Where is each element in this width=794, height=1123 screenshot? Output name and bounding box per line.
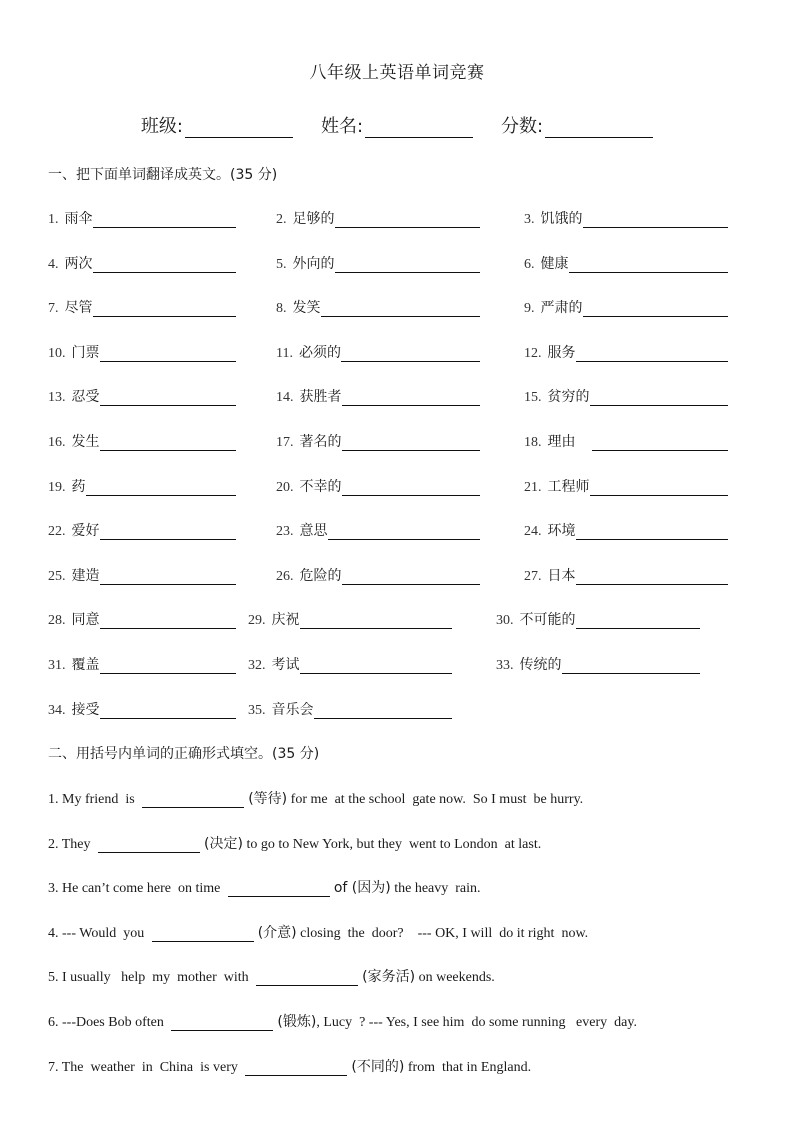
answer-blank[interactable] [328,523,481,540]
vocab-item[interactable] [524,208,728,228]
fill-in-sentence [48,1056,531,1076]
answer-blank[interactable] [100,523,237,540]
sentence-end: , Lucy ? --- Yes, I see him do some running every day. [316,1015,637,1030]
answer-blank[interactable] [341,345,480,362]
name-label: 姓名: [320,116,364,137]
vocab-number: 7. [48,301,59,317]
vocab-number: 28. [48,613,66,629]
sentence-start: 6. ---Does Bob often [48,1015,168,1030]
vocab-word: 两次 [64,255,93,272]
vocab-number: 31. [48,658,66,673]
sentence-end: from that in England. [404,1059,532,1075]
fill-in-sentence [48,1011,637,1031]
vocab-number: 8. [276,301,287,317]
vocab-number: 18. [524,435,542,450]
vocab-item[interactable] [524,520,728,540]
word-hint: (家务活) [362,969,416,986]
score-blank[interactable] [545,117,653,138]
vocab-item[interactable] [48,609,236,629]
score-field[interactable] [501,112,653,138]
name-blank[interactable] [365,117,473,138]
vocab-word: 著名的 [299,434,342,450]
vocab-word: 建造 [71,567,100,584]
vocab-word: 覆盖 [71,657,100,673]
vocab-item[interactable] [496,609,700,629]
vocab-item[interactable] [276,342,480,362]
student-info-row [0,112,794,138]
vocab-number: 14. [276,390,294,406]
answer-blank[interactable] [335,211,481,228]
answer-blank[interactable] [100,657,237,674]
vocab-word: 接受 [71,701,100,718]
sentence-end: for me at the school gate now. So I must be hurry. [287,792,584,807]
answer-blank[interactable] [100,612,237,629]
fill-in-sentence [48,877,481,897]
vocab-number: 16. [48,435,66,450]
vocab-item[interactable] [524,342,728,362]
vocab-number: 30. [496,613,514,629]
vocab-word: 庆祝 [271,612,300,629]
vocab-item[interactable] [276,297,480,317]
vocab-item[interactable] [48,208,236,228]
section1-heading: 一、把下面单词翻译成英文。(35 分) [48,167,278,183]
vocab-word: 饥饿的 [540,211,583,227]
sentence-start: 4. --- Would you [48,925,148,941]
answer-blank[interactable] [93,300,237,317]
answer-blank[interactable] [142,791,244,808]
vocab-number: 25. [48,568,66,584]
vocab-word: 发生 [71,434,100,450]
word-hint: (等待) [248,791,288,807]
answer-blank[interactable] [321,300,481,317]
vocab-item[interactable] [48,342,236,362]
vocab-item[interactable] [48,520,236,540]
vocab-number: 9. [524,301,535,317]
vocab-number: 34. [48,702,66,718]
vocab-item[interactable] [48,565,236,585]
vocab-word: 不可能的 [519,612,576,629]
sentence-end: to go to New York, but they went to London at last. [242,836,542,852]
answer-blank[interactable] [583,300,729,317]
answer-blank[interactable] [342,389,481,406]
vocab-word: 考试 [271,657,300,673]
answer-blank[interactable] [562,657,701,674]
vocab-item[interactable] [248,609,452,629]
vocab-word: 音乐会 [271,701,314,718]
score-label: 分数: [501,116,544,137]
vocab-word: 药 [71,478,86,495]
vocab-word: 贫穷的 [547,389,590,406]
vocab-item[interactable] [524,253,728,273]
vocab-number: 27. [524,568,542,584]
vocab-word: 必须的 [298,344,341,361]
answer-blank[interactable] [100,568,237,585]
sentence-end: closing the door? --- OK, I will do it right now. [296,925,589,941]
answer-blank[interactable] [100,702,237,719]
answer-blank[interactable] [98,836,200,853]
vocab-number: 33. [496,658,514,673]
sentence-start: 3. He can’t come here on time [48,881,224,897]
fill-in-sentence [48,922,588,942]
answer-blank[interactable] [576,345,729,362]
vocab-number: 2. [276,212,287,227]
vocab-word: 雨伞 [64,211,93,227]
fill-in-sentence [48,788,583,808]
answer-blank[interactable] [300,612,453,629]
vocab-number: 6. [524,256,535,272]
vocab-item[interactable] [48,253,236,273]
class-label: 班级: [140,116,183,137]
vocab-item[interactable] [276,253,480,273]
vocab-number: 11. [276,345,293,361]
vocab-word: 传统的 [519,657,562,673]
vocab-word: 环境 [547,523,576,540]
class-blank[interactable] [185,117,293,138]
vocab-word: 严肃的 [540,300,583,317]
answer-blank[interactable] [335,256,481,273]
word-hint: (不同的) [351,1058,405,1075]
section2-heading: 二、用括号内单词的正确形式填空。(35 分) [48,746,320,762]
vocab-number: 26. [276,568,294,584]
fill-in-sentence [48,833,541,853]
vocab-word: 尽管 [64,300,93,317]
vocab-item[interactable] [276,476,480,496]
sentence-start: 2. They [48,836,95,852]
vocab-item[interactable] [524,386,728,406]
answer-blank[interactable] [576,568,729,585]
vocab-number: 20. [276,479,294,495]
answer-blank[interactable] [590,389,729,406]
vocab-word: 理由 [547,434,576,450]
word-hint: of (因为) [333,880,391,897]
vocab-number: 35. [248,702,266,718]
vocab-number: 23. [276,524,294,540]
answer-blank[interactable] [583,211,729,228]
vocab-item[interactable] [276,431,480,451]
vocab-word: 发笑 [292,300,321,317]
vocab-word: 危险的 [299,567,342,584]
answer-blank[interactable] [576,612,701,629]
answer-blank[interactable] [342,434,481,451]
vocab-number: 1. [48,212,59,227]
vocab-item[interactable] [276,208,480,228]
vocab-item[interactable] [48,431,236,451]
vocab-word: 外向的 [292,255,335,272]
vocab-item[interactable] [48,476,236,496]
word-hint: (锻炼) [277,1014,317,1030]
answer-blank[interactable] [152,925,254,942]
vocab-item[interactable] [48,386,236,406]
answer-blank[interactable] [100,434,237,451]
answer-blank[interactable] [314,702,453,719]
vocab-word: 足够的 [292,211,335,227]
vocab-word: 不幸的 [299,478,342,495]
vocab-item[interactable] [276,386,480,406]
vocab-item[interactable] [248,699,452,719]
answer-blank[interactable] [245,1059,347,1076]
answer-blank[interactable] [590,479,729,496]
sentence-start: 1. My friend is [48,792,139,807]
vocab-item[interactable] [48,654,236,674]
vocab-item[interactable] [276,520,480,540]
vocab-number: 10. [48,345,66,361]
vocab-word: 获胜者 [299,389,342,406]
vocab-item[interactable] [524,431,728,451]
vocab-item[interactable] [524,297,728,317]
answer-blank[interactable] [576,523,729,540]
vocab-word: 日本 [547,567,576,584]
name-field[interactable] [321,112,473,138]
answer-blank[interactable] [256,969,358,986]
answer-blank[interactable] [228,880,330,897]
vocab-item[interactable] [48,297,236,317]
vocab-item[interactable] [248,654,452,674]
answer-blank[interactable] [93,211,237,228]
vocab-number: 32. [248,658,266,673]
sentence-end: the heavy rain. [390,881,481,897]
answer-blank[interactable] [342,479,481,496]
vocab-item[interactable] [524,476,728,496]
vocab-word: 同意 [71,612,100,629]
answer-blank[interactable] [86,479,237,496]
vocab-word: 意思 [299,523,328,540]
vocab-word: 门票 [71,344,100,361]
sentence-start: 5. I usually help my mother with [48,970,253,986]
vocab-number: 24. [524,524,542,540]
vocab-number: 17. [276,435,294,450]
vocab-word: 忍受 [71,389,100,406]
answer-blank[interactable] [300,657,453,674]
class-field[interactable] [141,112,293,138]
word-hint: (介意) [257,924,297,941]
answer-blank[interactable] [171,1014,273,1031]
answer-blank[interactable] [100,345,237,362]
vocab-number: 19. [48,479,66,495]
vocab-word: 爱好 [71,523,100,540]
vocab-word: 工程师 [547,478,590,495]
vocab-item[interactable] [496,654,700,674]
page-title: 八年级上英语单词竞赛 [309,63,485,83]
vocab-number: 29. [248,613,266,629]
sentence-end: on weekends. [415,970,495,986]
answer-blank[interactable] [592,434,729,451]
vocab-item[interactable] [48,699,236,719]
vocab-item[interactable] [524,565,728,585]
vocab-number: 13. [48,390,66,406]
vocab-word: 服务 [547,344,576,361]
vocab-number: 15. [524,390,542,406]
answer-blank[interactable] [569,256,729,273]
sentence-start: 7. The weather in China is very [48,1059,242,1075]
answer-blank[interactable] [100,389,237,406]
fill-in-sentence [48,966,495,986]
answer-blank[interactable] [342,568,481,585]
vocab-number: 22. [48,524,66,540]
answer-blank[interactable] [93,256,237,273]
vocab-number: 3. [524,212,535,227]
vocab-number: 21. [524,479,542,495]
vocab-number: 4. [48,256,59,272]
vocab-word: 健康 [540,255,569,272]
vocab-number: 5. [276,256,287,272]
word-hint: (决定) [204,835,243,852]
vocab-item[interactable] [276,565,480,585]
vocab-number: 12. [524,345,542,361]
